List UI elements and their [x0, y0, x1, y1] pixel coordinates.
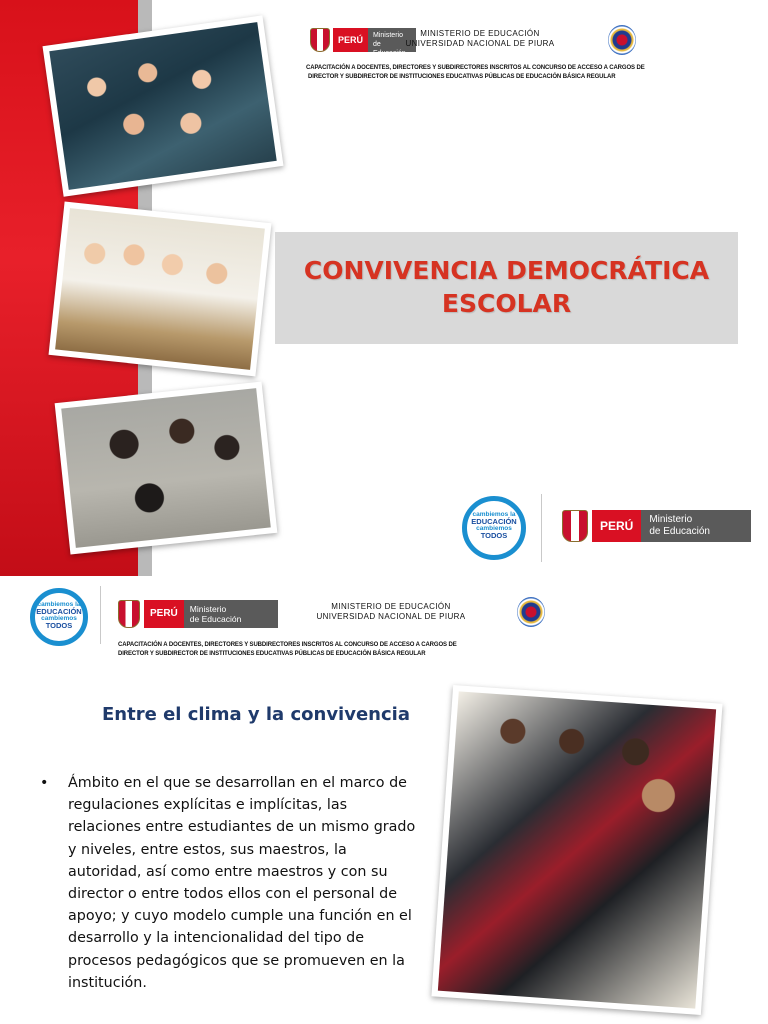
- header-title-line2: UNIVERSIDAD NACIONAL DE PIURA: [405, 39, 555, 48]
- header-subtitle: [306, 64, 651, 82]
- bullet-list: [40, 772, 420, 994]
- peru-label: PERÚ: [333, 28, 368, 52]
- cambiemos-line3: cambiemos: [476, 525, 512, 532]
- footer-divider: [541, 494, 542, 562]
- header-title: [405, 29, 555, 49]
- title-box: [275, 232, 738, 344]
- ministerio-line1: Ministerio: [649, 514, 693, 525]
- cambiemos-educacion-logo: [30, 588, 88, 646]
- slide-content: [0, 576, 768, 1024]
- peru-coat-of-arms-icon: [562, 510, 588, 542]
- header-title-line1: MINISTERIO DE EDUCACIÓN: [420, 29, 540, 38]
- header-title-line1: MINISTERIO DE EDUCACIÓN: [331, 602, 451, 611]
- cambiemos-line1: cambiemos la: [472, 511, 516, 518]
- slide-title-line2: ESCOLAR: [441, 289, 572, 318]
- slide-title: [275, 232, 738, 320]
- header-subtitle-line1: CAPACITACIÓN A DOCENTES, DIRECTORES Y SUBDIRECTORES INSCRITOS AL CONCURSO DE ACCESO A CARGOS DE: [118, 642, 457, 648]
- bullet-item: [40, 772, 420, 994]
- students-uniform-photo: [431, 685, 722, 1015]
- slide-title-line1: CONVIVENCIA DEMOCRÁTICA: [303, 256, 710, 285]
- cambiemos-line1: cambiemos la: [37, 601, 81, 608]
- bullet-dot-icon: •: [40, 775, 49, 791]
- cambiemos-line2: EDUCACIÓN: [471, 517, 517, 526]
- header-subtitle: [118, 641, 463, 659]
- header-subtitle-line2: DIRECTOR Y SUBDIRECTOR DE INSTITUCIONES EDUCATIVAS PÚBLICAS DE EDUCACIÓN BÁSICA REGULAR: [308, 74, 616, 80]
- ministerio-line2: de Educación: [649, 526, 710, 537]
- header-subtitle-line1: CAPACITACIÓN A DOCENTES, DIRECTORES Y SUBDIRECTORES INSCRITOS AL CONCURSO DE ACCESO A CARGOS DE: [306, 65, 645, 71]
- cambiemos-line2: EDUCACIÓN: [36, 607, 82, 616]
- section-heading: Entre el clima y la convivencia: [102, 704, 410, 725]
- minedu-header-logo: [118, 600, 278, 628]
- children-group-photo: [49, 202, 272, 377]
- minedu-header-logo: [310, 28, 416, 57]
- unp-emblem-icon: [608, 25, 636, 55]
- peru-label: PERÚ: [592, 510, 641, 542]
- bullet-text: Ámbito en el que se desarrollan en el marco de regulaciones explícitas e implícitas, las relaciones entre estudiantes de un mismo grado y niveles, entre estos, sus maestros, la autoridad, así como entre maestros y con su director o entre todos ellos con el personal de apoyo; y cuyo modelo cumple una función en el desarrollo y la intencionalidad del tipo de procesos pedagógicos que se promueven en la institución.: [68, 775, 416, 991]
- minedu-footer-logo: [562, 510, 751, 542]
- cambiemos-line4: TODOS: [480, 531, 508, 540]
- ministerio-line2: de Educación: [189, 614, 242, 624]
- cambiemos-line4: TODOS: [45, 621, 73, 630]
- cambiemos-line3: cambiemos: [41, 615, 77, 622]
- header-divider: [100, 586, 101, 644]
- ministerio-label: [641, 510, 751, 542]
- cambiemos-educacion-logo: [462, 496, 526, 560]
- unp-emblem-icon: [517, 597, 545, 627]
- peru-coat-of-arms-icon: [118, 600, 140, 628]
- peru-label: PERÚ: [144, 600, 184, 628]
- ministerio-label: Ministerio de Educación: [368, 28, 416, 52]
- ministerio-line1: Ministerio: [189, 604, 227, 614]
- students-circle-photo: [55, 382, 278, 555]
- peru-coat-of-arms-icon: [310, 28, 330, 52]
- ministerio-label: [184, 600, 278, 628]
- students-classroom-photo: [43, 15, 284, 196]
- header-title: [316, 602, 466, 622]
- header-subtitle-line2: DIRECTOR Y SUBDIRECTOR DE INSTITUCIONES EDUCATIVAS PÚBLICAS DE EDUCACIÓN BÁSICA REGULAR: [118, 651, 426, 657]
- header-title-line2: UNIVERSIDAD NACIONAL DE PIURA: [316, 612, 466, 621]
